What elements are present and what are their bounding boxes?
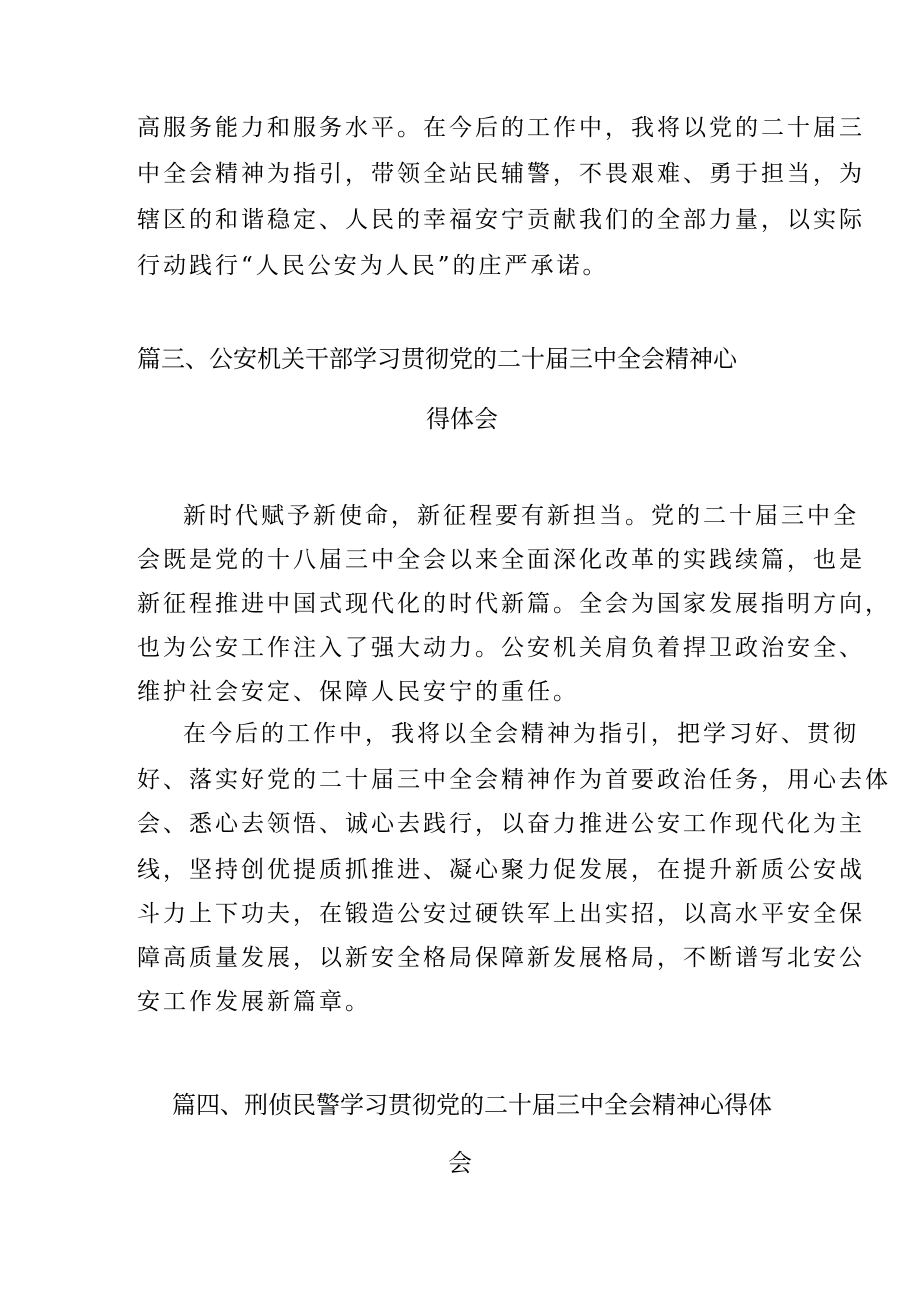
paragraph-line: 也为公安工作注入了强大动力。公安机关肩负着捍卫政治安全、 (137, 635, 865, 661)
paragraph-line: 新时代赋予新使命，新征程要有新担当。党的二十届三中全 (183, 503, 859, 529)
paragraph-line: 维护社会安定、保障人民安宁的重任。 (137, 679, 579, 705)
section3-title-line1: 篇三、公安机关干部学习贯彻党的二十届三中全会精神心 (137, 345, 737, 373)
paragraph-line: 好、落实好党的二十届三中全会精神作为首要政治任务，用心去体 (137, 767, 891, 793)
paragraph-line: 安工作发展新篇章。 (137, 989, 371, 1015)
paragraph-line: 障高质量发展，以新安全格局保障新发展格局，不断谱写北安公 (137, 945, 865, 971)
section4-title-line1: 篇四、刑侦民警学习贯彻党的二十届三中全会精神心得体 (172, 1091, 772, 1119)
paragraph-line: 辖区的和谐稳定、人民的幸福安宁贡献我们的全部力量，以实际 (137, 207, 865, 233)
section3-title-line2: 得体会 (426, 405, 498, 433)
paragraph-line: 高服务能力和服务水平。在今后的工作中，我将以党的二十届三 (137, 115, 865, 141)
paragraph-line: 斗力上下功夫，在锻造公安过硬铁军上出实招，以高水平安全保 (137, 901, 865, 927)
paragraph-line: 中全会精神为指引，带领全站民辅警，不畏艰难、勇于担当，为 (137, 161, 865, 187)
paragraph-line: 线，坚持创优提质抓推进、凝心聚力促发展，在提升新质公安战 (137, 857, 865, 883)
paragraph-line: 行动践行“人民公安为人民”的庄严承诺。 (137, 253, 609, 279)
paragraph-line: 在今后的工作中，我将以全会精神为指引，把学习好、贯彻 (183, 721, 859, 747)
paragraph-line: 会既是党的十八届三中全会以来全面深化改革的实践续篇，也是 (137, 547, 865, 573)
section4-title-line2: 会 (448, 1149, 472, 1177)
paragraph-line: 会、悉心去领悟、诚心去践行，以奋力推进公安工作现代化为主 (137, 811, 865, 837)
paragraph-line: 新征程推进中国式现代化的时代新篇。全会为国家发展指明方向， (137, 591, 891, 617)
